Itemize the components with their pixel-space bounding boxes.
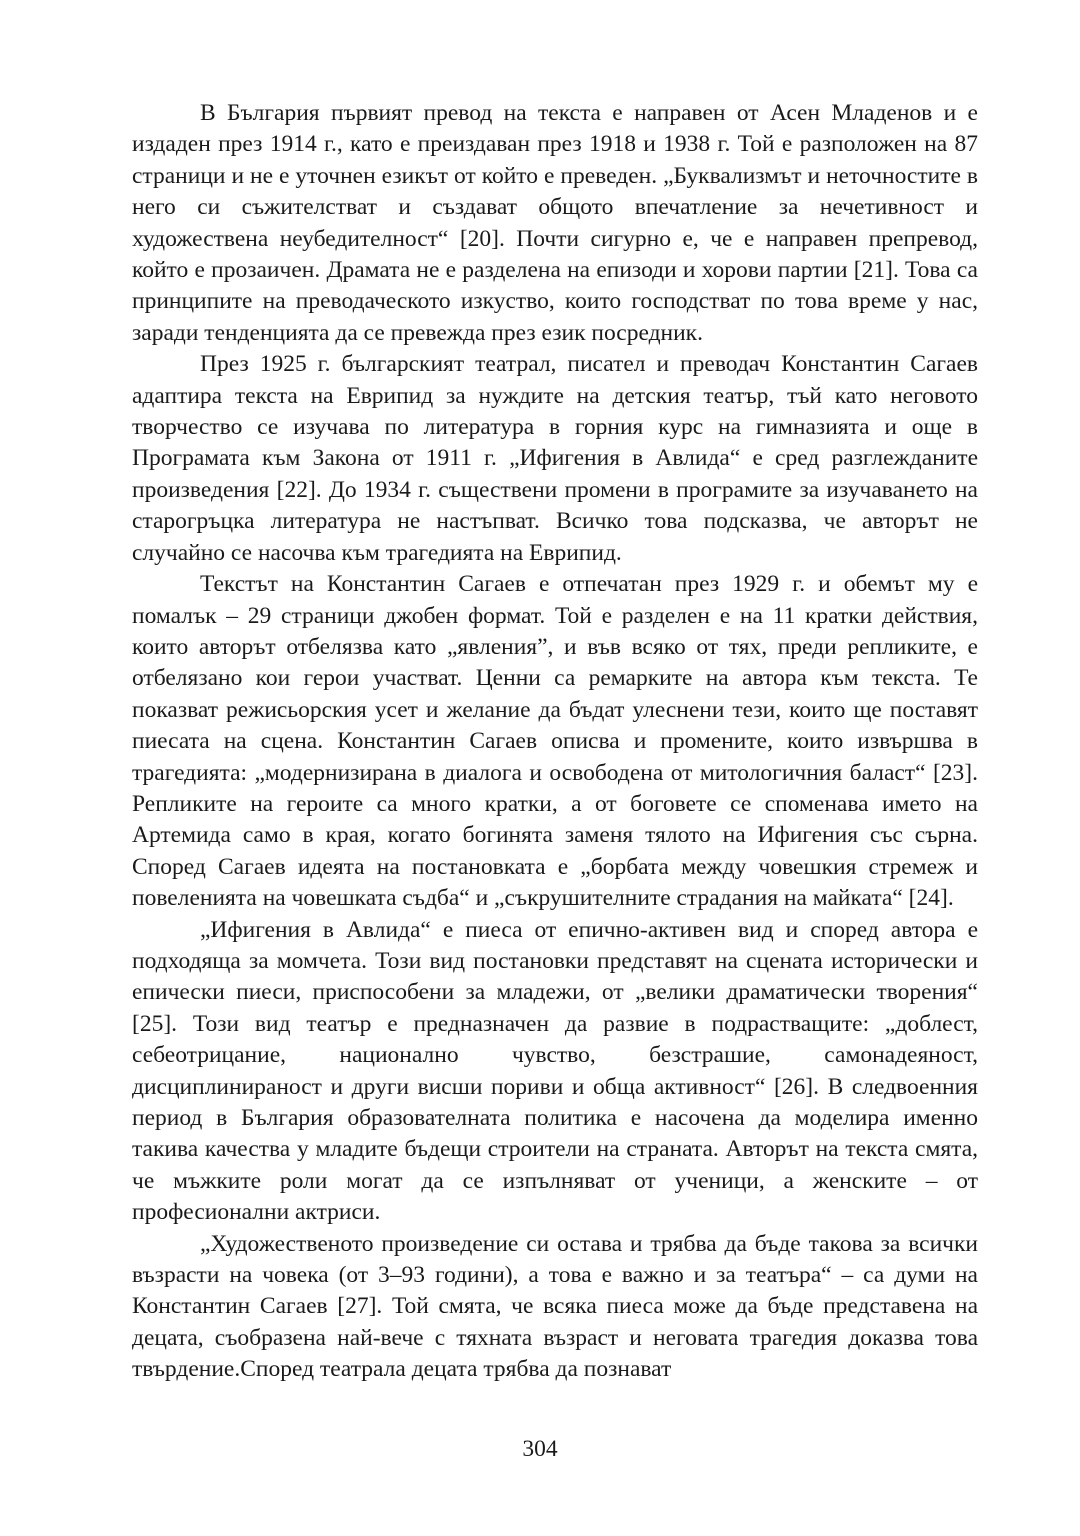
paragraph-3: Текстът на Константин Сагаев е отпечатан през 1929 г. и обемът му е помалък – 29 страници джобен формат. Той е разделен е на 11 кратки действия, които авторът отбелязва като „явления”, и във всяко от тях, преди репликите, е отбелязано кои герои участват. Ценни са ремарките на автора към текста. Те показват режисьорския усет и желание да бъдат улеснени тези, които ще поставят пиесата на сцена. Константин Сагаев описва и промените, които извършва в трагедията: „модернизирана в диалога и освободена от митологичния баласт“ [23]. Репликите на героите са много кратки, а от боговете се споменава името на Артемида само в края, когато богинята заменя тялото на Ифигения със сърна. Според Сагаев идеята на постановката е „борбата между човешкия стремеж и повеленията на човешката съдба“ и „съкрушителните страдания на майката“ [24]. — [132, 571, 978, 912]
page-number: 304 — [522, 1436, 558, 1462]
paragraph-4: „Ифигения в Авлида“ е пиеса от епично-активен вид и според автора е подходяща за момчета. Този вид постановки представят на сцената исторически и епически пиеси, приспособени за младежи, от „велики драматически творения“ [25]. Този вид театър е предназначен да развие в подрастващите: „доблест, себеотрицание, национално чувство, безстрашие, самонадеяност, дисциплинираност и други висши пориви и обща активност“ [26]. В следвоенния период в България образователната политика е насочена да моделира именно такива качества у младите бъдещи строители на страната. Авторът на текста смята, че мъжките роли могат да се изпълняват от ученици, а женските – от професионални актриси. — [132, 916, 978, 1226]
body-text — [132, 98, 978, 1386]
paragraph-2: През 1925 г. българският театрал, писател и преводач Константин Сагаев адаптира текста на Еврипид за нуждите на детския театър, тъй като неговото творчество се изучава по литература в горния курс на гимназията и още в Програмата към Закона от 1911 г. „Ифигения в Авлида“ е сред разглежданите произведения [22]. До 1934 г. съществени промени в програмите за изучаването на старогръцка литература не настъпват. Всичко това подсказва, че авторът не случайно се насочва към трагедията на Еврипид. — [132, 351, 978, 566]
paragraph-1: В България първият превод на текста е направен от Асен Младенов и е издаден през 1914 г., като е преиздаван през 1918 и 1938 г. Той е разположен на 87 страници и не е уточнен езикът от който е преведен. „Буквализмът и неточностите в него си съжителстват и създават общото впечатление за нечетивност и художествена неубедителност“ [20]. Почти сигурно е, че е направен препревод, който е прозаичен. Драмата не е разделена на епизоди и хорови партии [21]. Това са принципите на преводаческото изкуство, които господстват по това време у нас, заради тенденцията да се превежда през език посредник. — [132, 100, 978, 346]
paragraph-5: „Художественото произведение си остава и трябва да бъде такова за всички възрасти на човека (от 3–93 години), а това е важно и за театъра“ – са думи на Константин Сагаев [27]. Той смята, че всяка пиеса може да бъде представена на децата, съобразена най-вече с тяхната възраст и неговата трагедия доказва това твърдение.Според театрала децата трябва да познават — [132, 1230, 978, 1383]
